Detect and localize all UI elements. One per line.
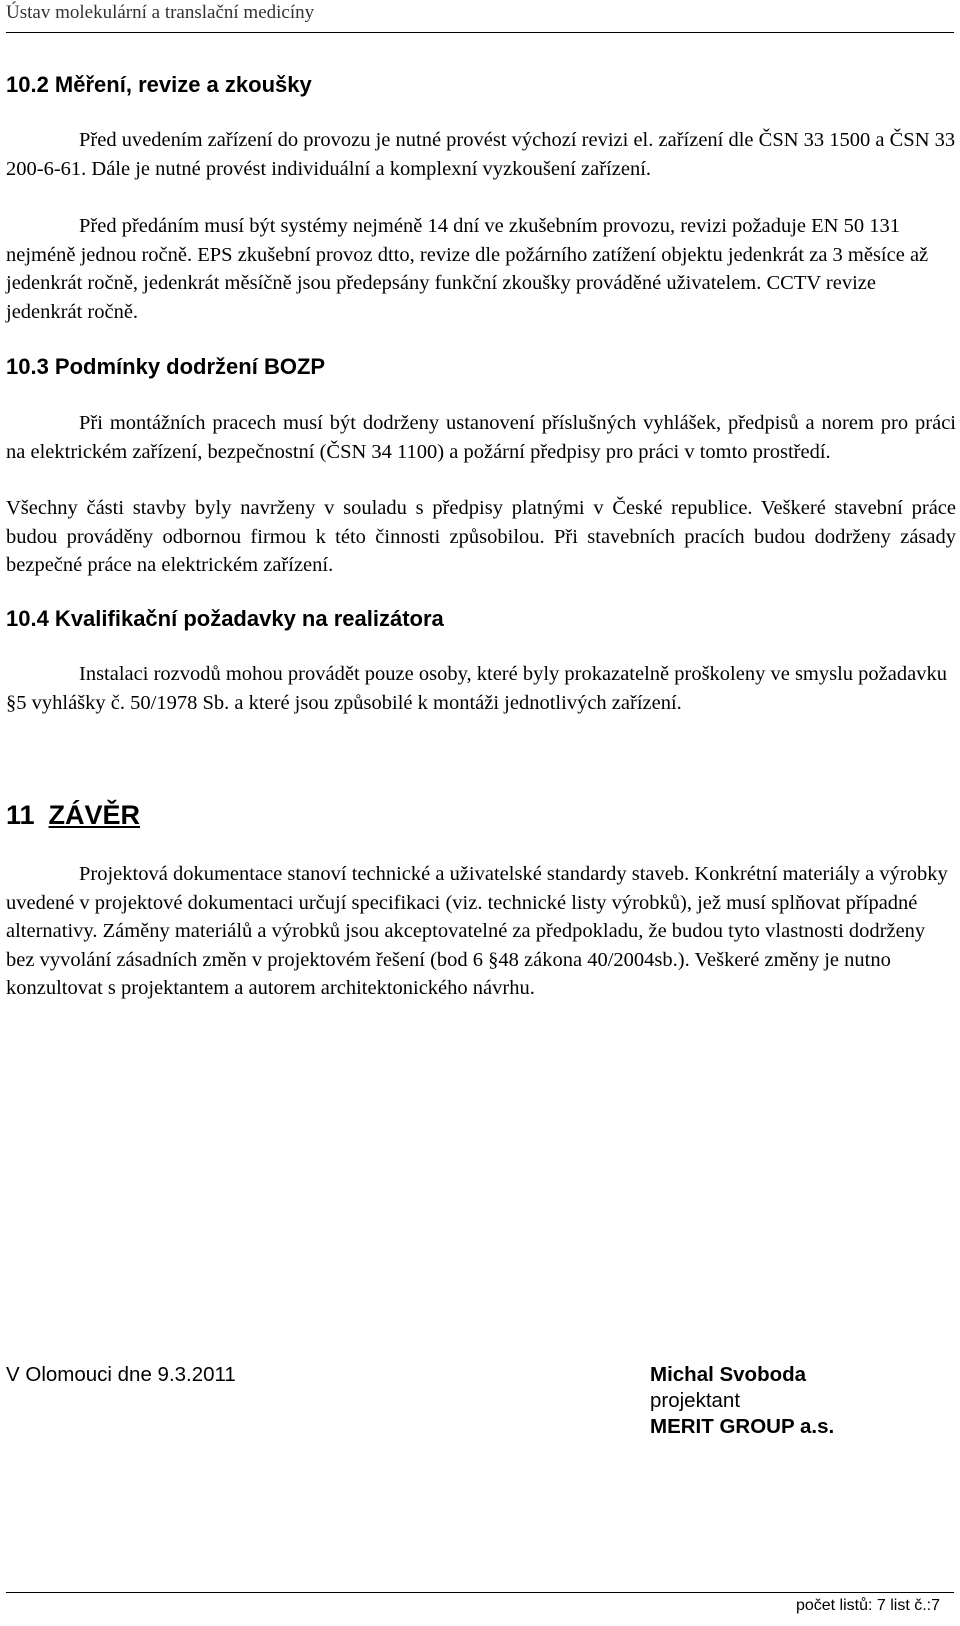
section-10-3-paragraph-2: Všechny části stavby byly navrženy v souladu s předpisy platnými v České republice. Veškeré stavební práce budou prováděny odbornou firmou k této činnosti způsobilou. Při stavebních pracích budou dodrženy zásady bezpečné práce na elektrickém zařízení.: [6, 497, 956, 576]
section-10-4-title: 10.4 Kvalifikační požadavky na realizátora: [6, 606, 444, 631]
section-10-2-title: 10.2 Měření, revize a zkoušky: [6, 72, 312, 97]
signer-role: projektant: [650, 1389, 741, 1412]
signer-company: MERIT GROUP a.s.: [650, 1415, 835, 1438]
signer-name: Michal Svoboda: [650, 1363, 807, 1386]
section-10-2-paragraph-1: Před uvedením zařízení do provozu je nutné provést výchozí revizi el. zařízení dle ČSN 33 1500 a ČSN 33 200-6-61. Dále je nutné provést individuální a komplexní vyzkoušení zařízení.: [6, 129, 956, 180]
section-11-number: 11: [6, 800, 35, 830]
section-11-heading: [6, 800, 140, 831]
page-header: Ústav molekulární a translační medicíny: [6, 2, 954, 33]
section-10-3-paragraph-1: Při montážních pracech musí být dodrženy ustanovení příslušných vyhlášek, předpisů a norem pro práci na elektrickém zařízení, bezpečnostní (ČSN 34 1100) a požární předpisy pro práci v tomto prostředí.: [6, 412, 956, 463]
section-11-paragraph-1: Projektová dokumentace stanoví technické a uživatelské standardy staveb. Konkrétní materiály a výrobky uvedené v projektové dokumentaci určují specifikaci (viz. technické listy výrobků), jež musí splňovat případné alternativy. Záměny materiálů a výrobků jsou akceptovatelné za předpokladu, že budou tyto vlastnosti dodrženy bez vyvolání zásadních změn v projektovém řešení (bod 6 §48 zákona 40/2004sb.). Veškeré změny je nutno konzultovat s projektantem a autorem architektonického návrhu.: [6, 863, 948, 999]
section-10-3-title: 10.3 Podmínky dodržení BOZP: [6, 354, 326, 379]
page-counter: počet listů: 7 list č.:7: [795, 1597, 940, 1614]
footer-divider: [6, 1592, 954, 1593]
section-10-4-paragraph-1: Instalaci rozvodů mohou provádět pouze osoby, které byly prokazatelně proškoleny ve smyslu požadavku §5 vyhlášky č. 50/1978 Sb. a které jsou způsobilé k montáži jednotlivých zařízení.: [6, 663, 947, 714]
section-10-2-paragraph-2: Před předáním musí být systémy nejméně 14 dní ve zkušebním provozu, revizi požaduje EN 50 131 nejméně jednou ročně. EPS zkušební provoz dtto, revize dle požárního zatížení objektu jedenkrát za 3 měsíce až jedenkrát ročně, jedenkrát měsíčně jsou předepsány funkční zkoušky prováděné uživatelem. CCTV revize jedenkrát ročně.: [6, 215, 929, 323]
section-11-title: ZÁVĚR: [48, 800, 141, 830]
place-date: V Olomouci dne 9.3.2011: [6, 1363, 236, 1386]
